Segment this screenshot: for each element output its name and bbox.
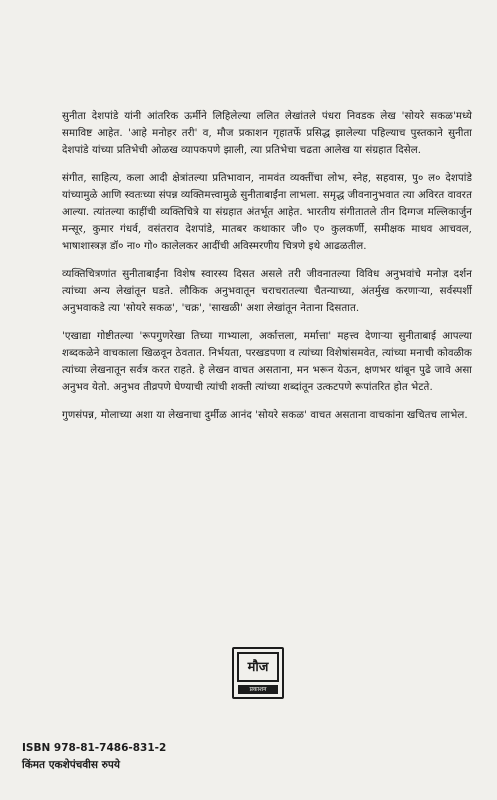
- blurb-paragraph-2: संगीत, साहित्य, कला आदी क्षेत्रांतल्या प्रतिभावान, नामवंत व्यक्तींचा लोभ, स्नेह, सहवास, पु० ल० देशपांडे यांच्यामुळे आणि स्वतःच्या संपन्न व्यक्तिमत्त्वामुळे सुनीताबाईंना लाभला. समृद्ध जीवनानुभवात त्या अविरत वावरत आल्या. त्यांतल्या काहींची व्यक्तिचित्रे या संग्रहात अंतर्भूत आहेत. भारतीय संगीतातले तीन दिग्गज मल्लिकार्जुन मन्सूर, कुमार गंधर्व, वसंतराव देशपांडे, मातबर कथाकार जी० ए० कुलकर्णी, समीक्षक माधव आचवल, भाषाशास्त्रज्ञ डॉ० ना० गो० कालेलकर आदींची अविस्मरणीय चित्रणे इथे आढळतील.: [62, 173, 472, 252]
- isbn-number: ISBN 978-81-7486-831-2: [22, 742, 167, 754]
- blurb-paragraph-5: गुणसंपन्न, मोलाच्या अशा या लेखनाचा दुर्मीळ आनंद 'सोयरे सकळ' वाचत असताना वाचकांना खचितच लाभेल.: [62, 410, 468, 421]
- blurb-paragraph-1: सुनीता देशपांडे यांनी आंतरिक ऊर्मीने लिहिलेल्या ललित लेखांतले पंधरा निवडक लेख 'सोयरे सकळ'मध्ये समाविष्ट आहेत. 'आहे मनोहर तरी' व, मौज प्रकाशन गृहातर्फे प्रसिद्ध झालेल्या पहिल्याच पुस्तकाने सुनीता देशपांडे यांच्या प्रतिभेची ओळख व्यापकपणे झाली, त्या प्रतिभेचा चढता आलेख या संग्रहात दिसेल.: [62, 111, 472, 156]
- publisher-logo: [232, 647, 284, 699]
- blurb-paragraph-3: व्यक्तिचित्रणांत सुनीताबाईंना विशेष स्वारस्य दिसत असले तरी जीवनातल्या विविध अनुभवांचे मनोज्ञ दर्शन त्यांच्या अन्य लेखांतून घडते. लौकिक अनुभवातून चराचरातल्या चैतन्याच्या, अंतर्मुख करणाऱ्या, सर्वस्पर्शी अनुभवाकडे त्या 'सोयरे सकळ', 'चक्र', 'साखळी' अशा लेखांतून नेताना दिसतात.: [62, 269, 472, 314]
- price-label: किंमत एकशेपंचवीस रुपये: [22, 759, 120, 771]
- publisher-logo-subtitle: प्रकाशन: [238, 685, 278, 694]
- imprint: [22, 740, 482, 774]
- blurb-text: [62, 108, 472, 435]
- publisher-logo-mark: मौज: [237, 652, 279, 682]
- blurb-paragraph-4: 'एखाद्या गोष्टीतल्या 'रूपगुणरेखा तिच्या गाभ्याला, अर्कात्तला, मर्मात्ता' महत्त्व देणाऱ्या सुनीताबाई आपल्या शब्दकळेने वाचकाला खिळवून ठेवतात. निर्भयता, परखडपणा व त्यांच्या विशेषांसमवेत, त्यांच्या मनाची कोवळीक त्यांच्या लेखनातून सर्वत्र करत राहते. हे लेखन वाचत असताना, मन भरून येऊन, क्षणभर थांबून पुढे जावे असा अनुभव येतो. अनुभव तीव्रपणे घेण्याची त्यांची शक्ती त्यांच्या शब्दांतून उत्कटपणे रूपांतरित होत भेटते.: [62, 331, 472, 393]
